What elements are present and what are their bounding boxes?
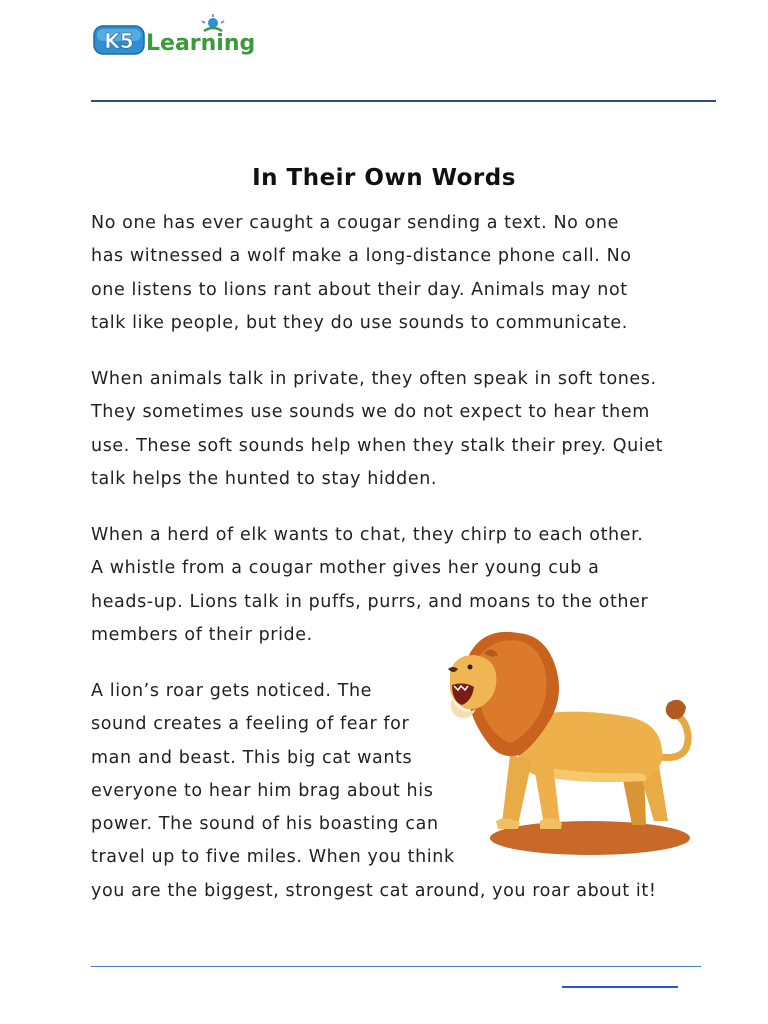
page-title: In Their Own Words bbox=[252, 165, 516, 191]
paragraph-line: use. These soft sounds help when they stalk their prey. Quiet bbox=[91, 435, 664, 456]
paragraph-line: A whistle from a cougar mother gives her young cub a bbox=[91, 558, 600, 579]
footer-divider bbox=[91, 966, 701, 967]
paragraph-line: everyone to hear him brag about his bbox=[91, 780, 434, 801]
k5-badge-icon bbox=[94, 26, 144, 54]
paragraph-line: sound creates a feeling of fear for bbox=[91, 714, 410, 735]
paragraph-1 bbox=[91, 207, 632, 340]
paragraph-line: They sometimes use sounds we do not expect to hear them bbox=[91, 402, 650, 423]
paragraph-line: man and beast. This big cat wants bbox=[91, 747, 413, 768]
figure-icon bbox=[202, 14, 224, 31]
paragraph-line: No one has ever caught a cougar sending a text. No one bbox=[91, 213, 619, 233]
k5-learning-logo bbox=[92, 14, 262, 60]
paragraph-line: When a herd of elk wants to chat, they chirp to each other. bbox=[91, 525, 644, 545]
header-divider bbox=[91, 100, 716, 102]
paragraph-line: travel up to five miles. When you think bbox=[91, 847, 455, 868]
paragraph-line: members of their pride. bbox=[91, 624, 313, 645]
paragraph-line: one listens to lions rant about their day. Animals may not bbox=[91, 279, 628, 300]
paragraph-line: has witnessed a wolf make a long-distance phone call. No bbox=[91, 246, 632, 267]
paragraph-2 bbox=[91, 363, 663, 496]
svg-text:Learning: Learning bbox=[146, 31, 256, 56]
paragraph-line: power. The sound of his boasting can bbox=[91, 814, 439, 835]
svg-text:K5: K5 bbox=[104, 29, 134, 53]
paragraph-line: you are the biggest, strongest cat around, you roar about it! bbox=[91, 880, 657, 901]
lion-illustration bbox=[440, 625, 700, 860]
paragraph-line: talk like people, but they do use sounds to communicate. bbox=[91, 312, 628, 333]
paragraph-line: talk helps the hunted to stay hidden. bbox=[91, 468, 438, 489]
paragraph-line: A lion’s roar gets noticed. The bbox=[91, 681, 373, 701]
paragraph-line: When animals talk in private, they often speak in soft tones. bbox=[91, 369, 657, 389]
footer-link[interactable] bbox=[562, 986, 678, 988]
paragraph-line: heads-up. Lions talk in puffs, purrs, and moans to the other bbox=[91, 591, 649, 612]
